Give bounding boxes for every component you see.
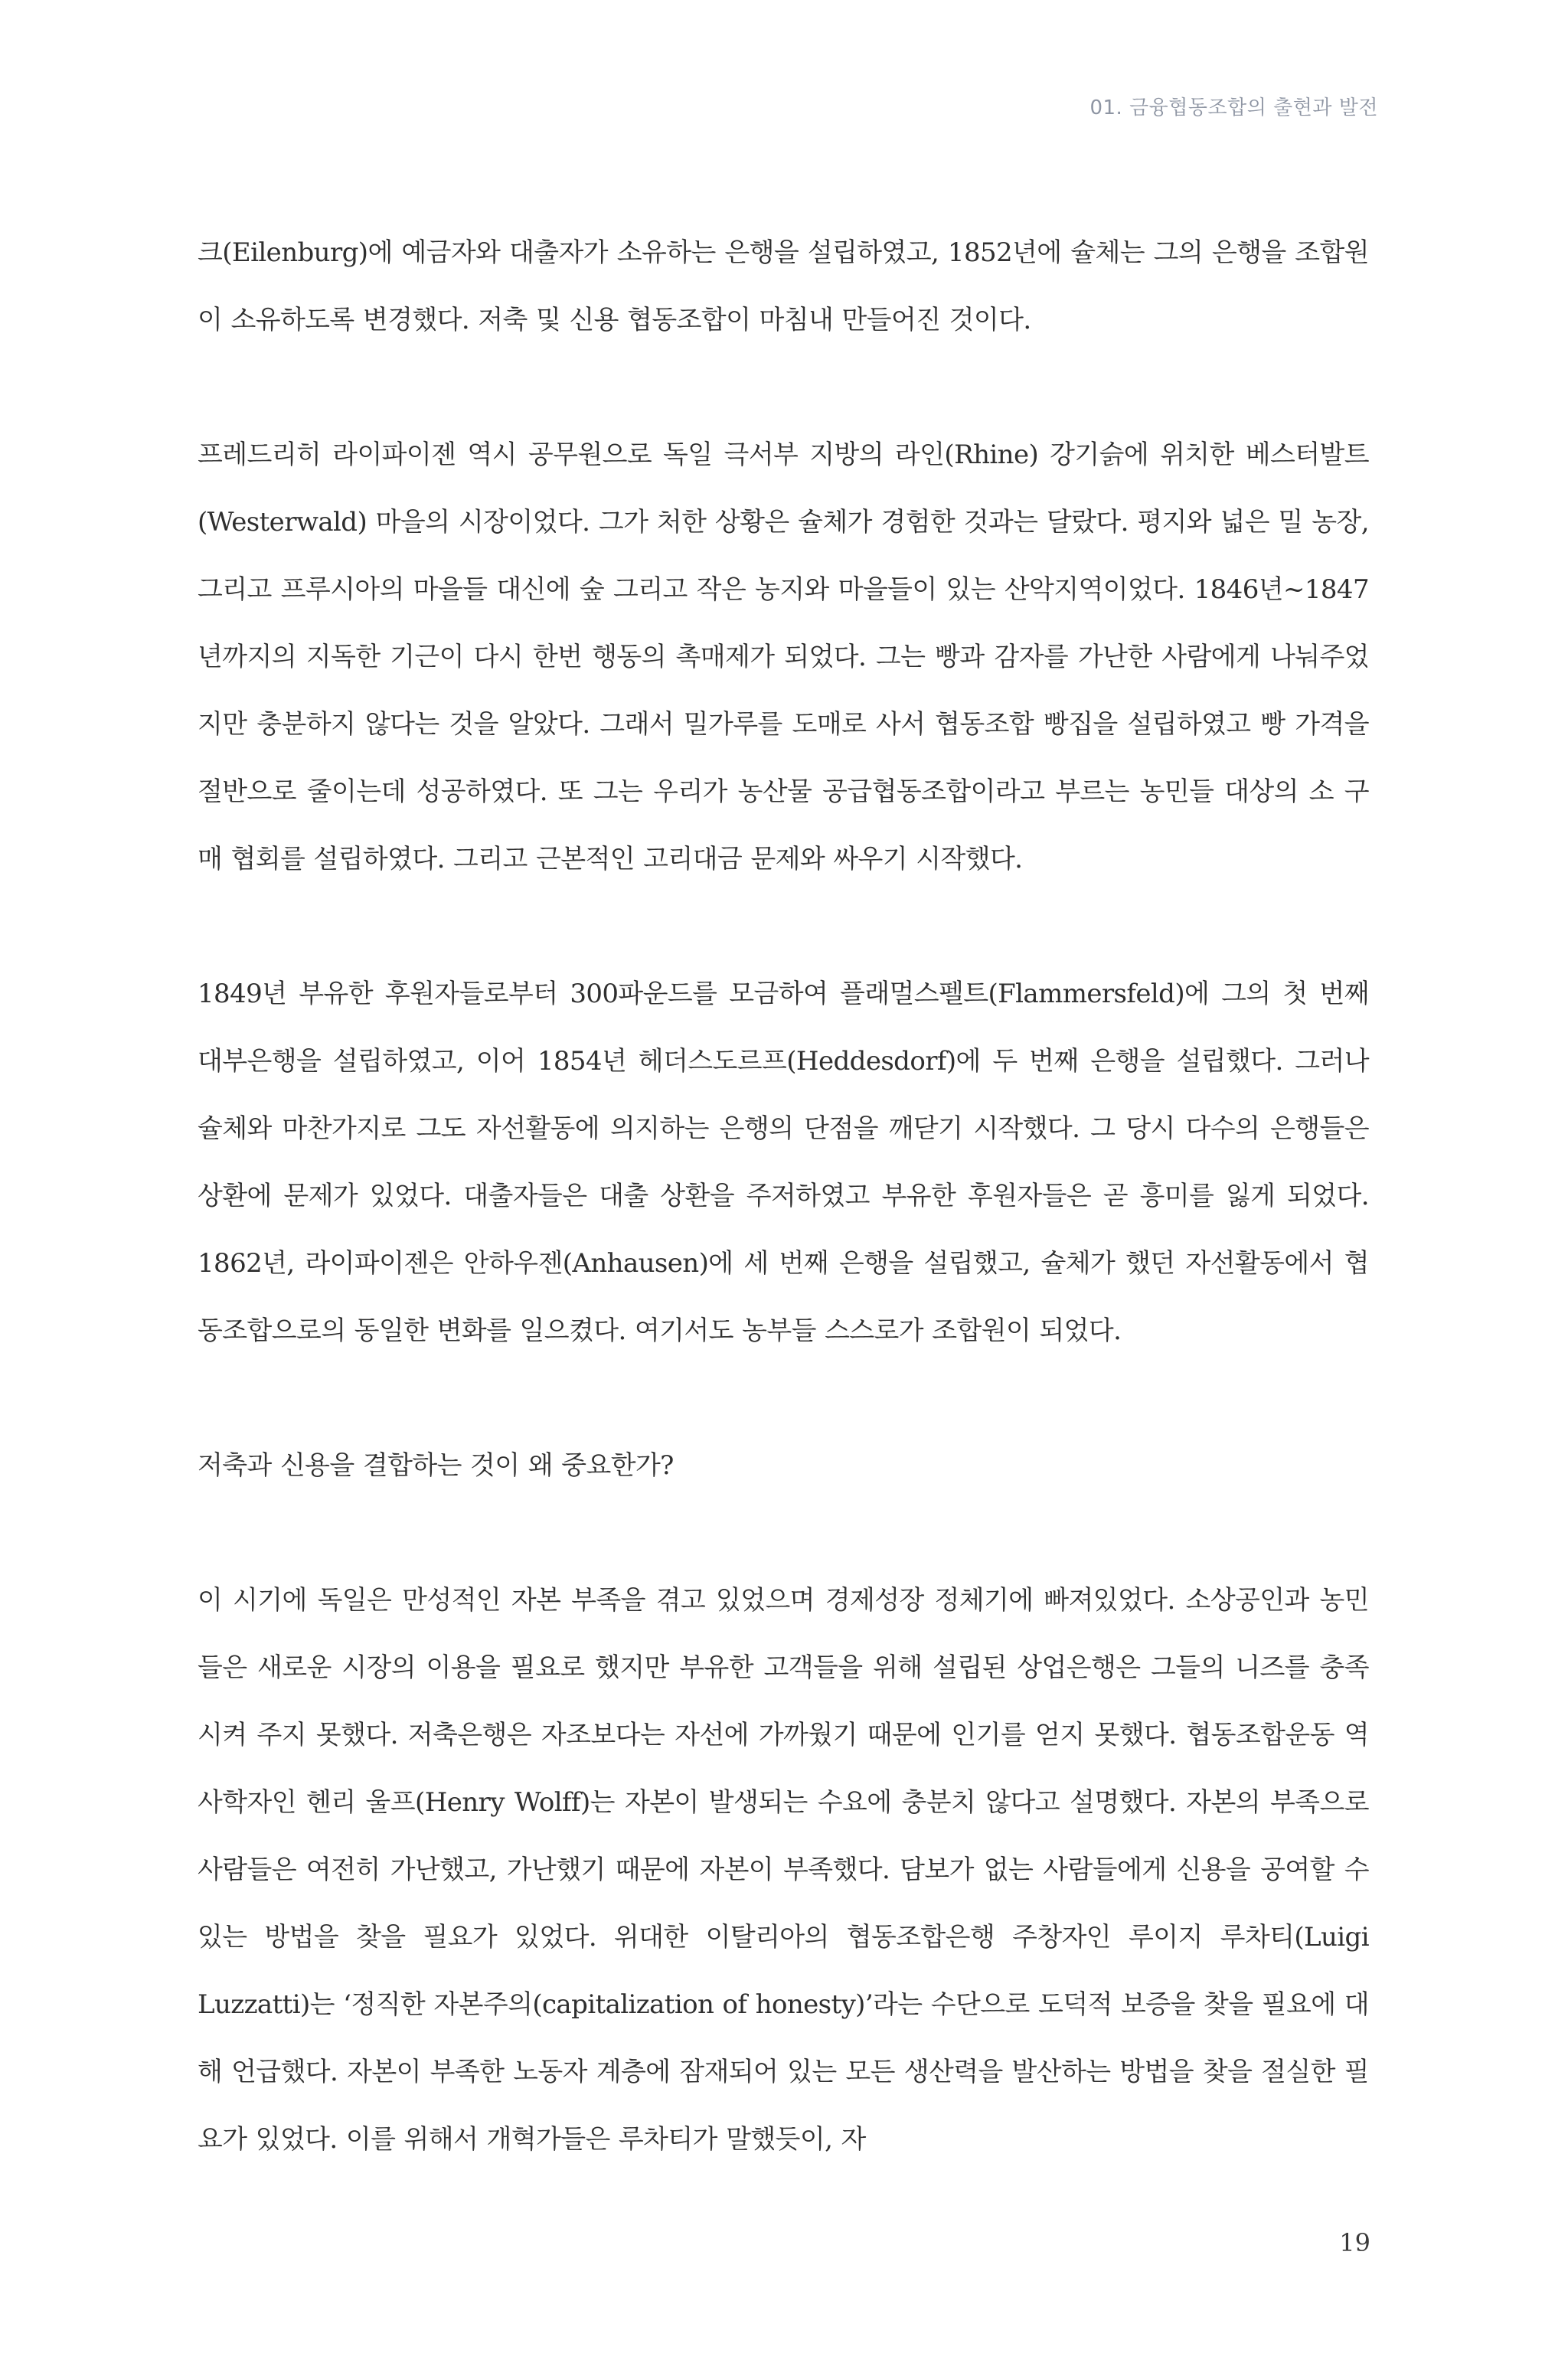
paragraph-2: 프레드리히 라이파이젠 역시 공무원으로 독일 극서부 지방의 라인(Rhine) 강기슭에 위치한 베스터발트(Westerwald) 마을의 시장이었다. 그가 처한 상황은 슐체가 경험한 것과는 달랐다. 평지와 넓은 밀 농장, 그리고 프루시아의 마을들 대신에 숲 그리고 작은 농지와 마을들이 있는 산악지역이었다. 1846년~1847년까지의 지독한 기근이 다시 한번 행동의 촉매제가 되었다. 그는 빵과 감자를 가난한 사람에게 나눠주었지만 충분하지 않다는 것을 알았다. 그래서 밀가루를 도매로 사서 협동조합 빵집을 설립하였고 빵 가격을 절반으로 줄이는데 성공하였다. 또 그는 우리가 농산물 공급협동조합이라고 부르는 농민들 대상의 소 구매 협회를 설립하였다. 그리고 근본적인 고리대금 문제와 싸우기 시작했다. xyxy=(198,440,1369,874)
body-text xyxy=(198,219,1369,2240)
paragraph-4: 이 시기에 독일은 만성적인 자본 부족을 겪고 있었으며 경제성장 정체기에 빠져있었다. 소상공인과 농민들은 새로운 시장의 이용을 필요로 했지만 부유한 고객들을 위해 설립된 상업은행은 그들의 니즈를 충족시켜 주지 못했다. 저축은행은 자조보다는 자선에 가까웠기 때문에 인기를 얻지 못했다. 협동조합운동 역사학자인 헨리 울프(Henry Wolff)는 자본이 발생되는 수요에 충분치 않다고 설명했다. 자본의 부족으로 사람들은 여전히 가난했고, 가난했기 때문에 자본이 부족했다. 담보가 없는 사람들에게 신용을 공여할 수 있는 방법을 찾을 필요가 있었다. 위대한 이탈리아의 협동조합은행 주창자인 루이지 루차티(Luigi Luzzatti)는 ‘정직한 자본주의(capitalization of honesty)’라는 수단으로 도덕적 보증을 찾을 필요에 대해 언급했다. 자본이 부족한 노동자 계층에 잠재되어 있는 모든 생산력을 발산하는 방법을 찾을 절실한 필요가 있었다. 이를 위해서 개혁가들은 루차티가 말했듯이, 자 xyxy=(198,1585,1369,2155)
section-question: 저축과 신용을 결합하는 것이 왜 중요한가? xyxy=(198,1450,674,1481)
paragraph-3: 1849년 부유한 후원자들로부터 300파운드를 모금하여 플래멀스펠트(Flammersfeld)에 그의 첫 번째 대부은행을 설립하였고, 이어 1854년 헤더스도르프(Heddesdorf)에 두 번째 은행을 설립했다. 그러나 슐체와 마찬가지로 그도 자선활동에 의지하는 은행의 단점을 깨닫기 시작했다. 그 당시 다수의 은행들은 상환에 문제가 있었다. 대출자들은 대출 상환을 주저하였고 부유한 후원자들은 곧 흥미를 잃게 되었다. 1862년, 라이파이젠은 안하우젠(Anhausen)에 세 번째 은행을 설립했고, 슐체가 했던 자선활동에서 협동조합으로의 동일한 변화를 일으켰다. 여기서도 농부들 스스로가 조합원이 되었다. xyxy=(198,979,1369,1346)
page-number: 19 xyxy=(1339,2228,1370,2257)
running-header: 01. 금융협동조합의 출현과 발전 xyxy=(1089,96,1378,119)
paragraph-1: 크(Eilenburg)에 예금자와 대출자가 소유하는 은행을 설립하였고, 1852년에 슐체는 그의 은행을 조합원이 소유하도록 변경했다. 저축 및 신용 협동조합이 마침내 만들어진 것이다. xyxy=(198,237,1369,335)
